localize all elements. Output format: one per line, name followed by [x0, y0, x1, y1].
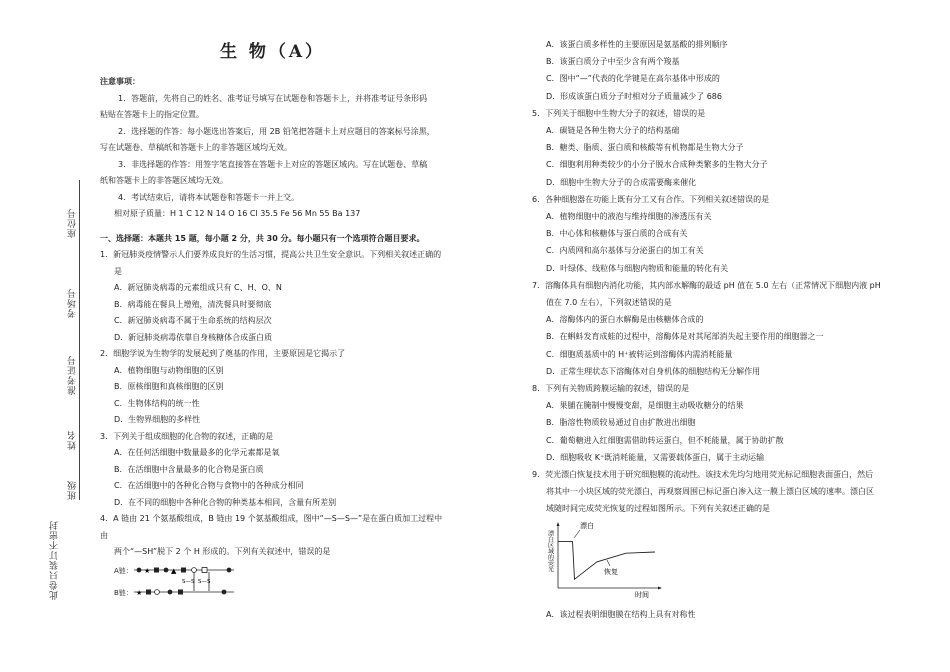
notice-line: 3．非选择题的作答：用签字笔直接答在答题卡上对应的答题区域内。写在试题卷、草稿 [118, 159, 428, 169]
question-4 [100, 511, 445, 611]
option: C．图中“—”代表的化学键是在高尔基体中形成的 [546, 74, 720, 84]
question-text: 值在 7.0 左右），下列叙述错误的是 [546, 298, 672, 308]
name-label: 姓名 [68, 430, 78, 450]
notice-line: 写在试题卷、草稿纸和答题卡上的非答题区域均无效。 [100, 143, 292, 152]
question-text: 6．各种细胞器在功能上既有分工又有合作。下列相关叙述错误的是 [532, 194, 770, 204]
binding-line [79, 180, 80, 500]
question-3 [100, 429, 445, 512]
annotation-bleach: 漂白 [580, 521, 594, 530]
option: B．该蛋白质分子中至少含有两个羧基 [546, 57, 680, 67]
question-text: 两个“—SH”脱下 2 个 H 形成的。下列有关叙述中，错误的是 [114, 547, 331, 556]
question-text: 域随时间完成荧光恢复的过程如图所示。下列有关叙述正确的是 [546, 504, 770, 514]
option: A．植物细胞与动物细胞的区别 [114, 365, 224, 375]
option: D．生物界细胞的多样性 [114, 415, 201, 424]
option: C．生物体结构的统一性 [114, 398, 200, 408]
option: A．该蛋白质多样性的主要原因是氨基酸的排列顺序 [546, 40, 728, 49]
option: A．新冠肺炎病毒的元素组成只有 C、H、O、N [114, 283, 282, 292]
option: B．脂溶性物质较易通过自由扩散进出细胞 [546, 418, 696, 428]
question-text: 是 [114, 266, 122, 276]
question-9 [532, 466, 907, 606]
svg-text:★: ★ [144, 566, 151, 575]
question-text: 2．细胞学说为生物学的发展起到了奠基的作用，主要原因是它揭示了 [100, 349, 346, 358]
option: D．形成该蛋白质分子时相对分子质量减少了 686 [546, 91, 722, 101]
right-column [532, 36, 907, 623]
y-axis-arrow [557, 522, 560, 526]
question-text: 将其中一小块区域的荧光漂白，再观察周围已标记蛋白渗入这一膜上漂白区域的速率。漂白区 [546, 487, 874, 497]
notice-line: 2．选择题的作答：每小题选出答案后，用 2B 铅笔把答题卡上对应题目的答案标号涂黑， [118, 126, 435, 136]
atomic-mass: 相对原子质量：H 1 C 12 N 14 O 16 Cl 35.5 Fe 56 Mn 55 Ba 137 [114, 209, 361, 218]
notice-line: 4．考试结束后，请将本试题卷和答题卡一并上交。 [118, 192, 300, 202]
room-label: 考场号 [68, 288, 78, 318]
option: B．中心体和核糖体与蛋白质的合成有关 [546, 229, 688, 239]
notice-heading: 注意事项： [100, 77, 140, 86]
option: D．叶绿体、线粒体与细胞内物质和能量的转化有关 [546, 263, 729, 273]
question-8 [532, 380, 907, 466]
option: D．细胞吸收 K⁺既消耗能量，又需要载体蛋白，属于主动运输 [546, 452, 765, 462]
option: B．原核细胞和真核细胞的区别 [114, 382, 224, 391]
seat-label: 座位号 [68, 208, 78, 238]
question-text: 4．A 链由 21 个氨基酸组成，B 链由 19 个氨基酸组成，图中“—S—S—”是在蛋白质加工过程中由 [100, 514, 443, 540]
question-7 [532, 277, 907, 380]
option: C．细胞质基质中的 H⁺被转运到溶酶体内需消耗能量 [546, 349, 733, 359]
x-axis-arrow [658, 586, 662, 589]
option: C．新冠肺炎病毒不属于生命系统的结构层次 [114, 316, 272, 325]
notice-line: 粘贴在答题卡上的指定位置。 [100, 110, 204, 119]
y-axis-label: 漂白区域的荧光 [546, 529, 554, 572]
question-text: 3．下列关于组成细胞的化合物的叙述，正确的是 [100, 431, 274, 441]
question-1 [100, 247, 445, 346]
left-column [100, 36, 445, 611]
option: D．正常生理状态下溶酶体对自身机体的细胞结构无分解作用 [546, 366, 761, 376]
fluorescence-chart [540, 520, 680, 600]
question-text: 9．荧光漂白恢复技术用于研究细胞膜的流动性。该技术先均匀地用荧光标记细胞表面蛋白，然后 [532, 470, 874, 480]
ticket-label: 准考证号 [68, 355, 78, 395]
disulfide-label: S—S [182, 578, 195, 585]
option: B．糖类、脂质、蛋白质和核酸等有机物都是生物大分子 [546, 143, 744, 153]
peptide-chain-diagram [114, 561, 254, 605]
question-text: 8．下列有关物质跨膜运输的叙述，错误的是 [532, 384, 690, 394]
annotation-recovery: 恢复 [604, 567, 618, 576]
question-text: 5．下列关于细胞中生物大分子的叙述，错误的是 [532, 108, 706, 118]
b-chain-label: B链： [114, 588, 133, 597]
option: B．在蝌蚪发育成蛙的过程中，溶酶体是对其尾部消失起主要作用的细胞器之一 [546, 332, 824, 342]
page-title: 生 物（A） [219, 42, 326, 62]
disulfide-label: S—S [198, 578, 211, 585]
svg-text:▲: ▲ [171, 566, 177, 575]
class-label: 班级 [68, 480, 78, 500]
seal-notice: 此卷只装订不密封 [50, 520, 60, 600]
question-2 [100, 346, 445, 429]
recovery-pointer [607, 560, 610, 566]
question-6 [532, 191, 907, 277]
option: C．葡萄糖进入红细胞需借助转运蛋白，但不耗能量，属于协助扩散 [546, 435, 784, 445]
question-text: 7．溶酶体具有细胞内消化功能，其内部水解酶的最适 pH 值在 5.0 左右（正常情况下细胞内液 pH [532, 280, 881, 290]
svg-text:★: ★ [136, 588, 143, 597]
option: A．在任何活细胞中数量最多的化学元素都是氧 [114, 448, 280, 457]
x-axis-label: 时间 [635, 590, 649, 599]
notice-line: 纸和答题卡上的非答题区域均无效。 [100, 176, 228, 185]
option: D．在不同的细胞中各种化合物的种类基本相同，含量有所差别 [114, 497, 337, 507]
option: A．植物细胞中的液泡与维持细胞的渗透压有关 [546, 212, 712, 222]
option: C．在活细胞中的各种化合物与食物中的各种成分相同 [114, 481, 304, 490]
option: D．细胞中生物大分子的合成需要酶来催化 [546, 177, 697, 187]
option: A．果脯在腌制中慢慢变甜，是细胞主动吸收糖分的结果 [546, 401, 744, 411]
question-5 [532, 105, 907, 191]
option: C．细胞利用种类较少的小分子脱水合成种类繁多的生物大分子 [546, 160, 768, 170]
bleach-pointer [574, 530, 580, 538]
notice-line: 1．答题前，先将自己的姓名、准考证号填写在试题卷和答题卡上，并将准考证号条形码 [118, 93, 428, 103]
option: B．病毒能在餐具上增殖，清洗餐具时要彻底 [114, 299, 272, 309]
option: A．该过程表明细胞膜在结构上具有对称性 [546, 609, 696, 619]
option: C．内质网和高尔基体与分泌蛋白的加工有关 [546, 246, 704, 256]
option: A．碳链是各种生物大分子的结构基础 [546, 126, 680, 136]
option: B．在活细胞中含量最多的化合物是蛋白质 [114, 464, 264, 474]
question-text: 1．新冠肺炎疫情警示人们要养成良好的生活习惯，提高公共卫生安全意识。下列相关叙述正确的 [100, 250, 442, 259]
option: A．溶酶体内的蛋白水解酶是由核糖体合成的 [546, 315, 704, 325]
section-heading: 一、选择题：本题共 15 题，每小题 2 分，共 30 分。每小题只有一个选项符合题目要求。 [100, 233, 425, 243]
a-chain-label: A链： [114, 566, 133, 575]
option: D．新冠肺炎病毒依靠自身核糖体合成蛋白质 [114, 332, 273, 342]
